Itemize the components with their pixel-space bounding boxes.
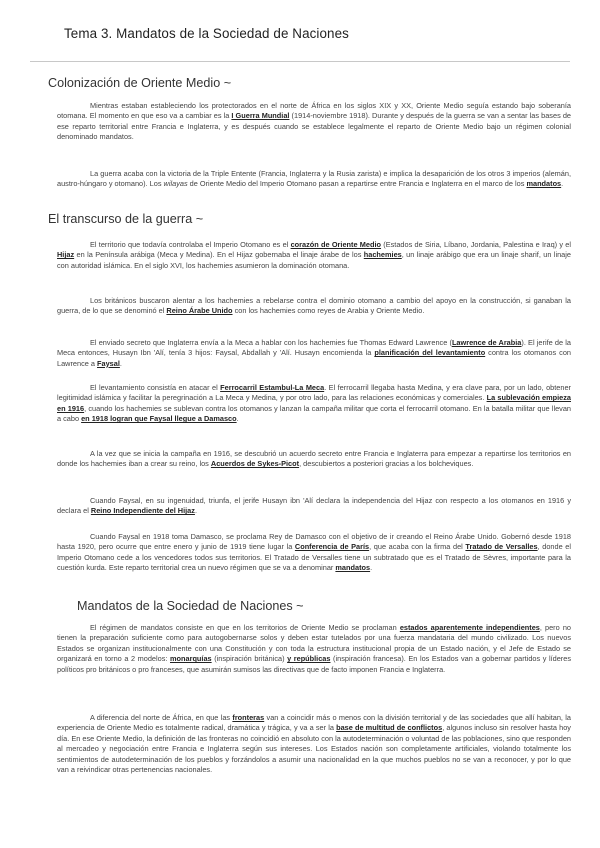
highlighted-term: en 1918 logran que Faysal llegue a Damasco <box>81 414 237 424</box>
italic-term: wilayas <box>163 179 188 189</box>
text-run: . <box>119 358 122 368</box>
highlighted-term: monarquías <box>170 654 212 664</box>
page-title: Tema 3. Mandatos de la Sociedad de Naciones <box>64 26 349 41</box>
paragraph <box>57 101 571 143</box>
text-run: , cuando los hachemies se sublevan contra los otomanos y lanzan la campaña militar que corta el ferrocarril otomano. En la batalla militar que llevan a cabo <box>57 403 572 424</box>
paragraph <box>57 338 571 369</box>
highlighted-term: mandatos <box>335 563 371 573</box>
text-run: A diferencia del norte de África, en que las <box>90 713 233 722</box>
paragraph <box>57 240 571 271</box>
text-run: La guerra acaba con la victoria de la Triple Entente (Francia, Inglaterra y la Rusia zarista) e implica la desaparición de los otros 3 imperios (alemán, austro-húngaro y otomano). Los <box>57 169 571 189</box>
paragraph <box>57 713 571 775</box>
text-run: , descubiertos a posteriori gracias a los bolcheviques. <box>299 459 474 469</box>
highlighted-term: Acuerdos de Sykes-Picot <box>210 459 300 469</box>
text-run: (1914-noviembre 1918). Durante y después de la guerra se van a sentar las bases de ese reparto territorial entre Francia e Inglaterra, y es después cuando se establece legalmente el reparto de Oriente Medio bajo un régimen colonial denominado mandatos. <box>57 111 571 142</box>
text-run: Mientras estaban estableciendo los protectorados en el norte de África en los siglos XIX y XX, Oriente Medio seguía estando bajo soberanía otomana. El momento en que eso va a cambiar es la <box>57 101 571 121</box>
title-divider <box>30 61 570 62</box>
text-run: en la Península arábiga (Meca y Medina). En el Hijaz gobernaba el linaje árabe de los <box>74 250 364 260</box>
text-run: , un linaje arábigo que era un linaje sharif, un linaje con autoridad islámica. En el siglo XVI, los hachemies asumieron la dominación otomana. <box>57 250 571 270</box>
paragraph <box>57 532 571 574</box>
highlighted-term: Ferrocarril Estambul-La Meca <box>220 383 325 392</box>
paragraph <box>57 383 571 425</box>
section-heading-mandatos: Mandatos de la Sociedad de Naciones ~ <box>77 599 304 613</box>
highlighted-term: Lawrence de Arabia <box>451 338 522 347</box>
highlighted-term: Hijaz <box>57 250 75 260</box>
highlighted-term: mandatos <box>526 179 562 189</box>
text-run: El régimen de mandatos consiste en que en los territorios de Oriente Medio se proclaman <box>90 623 400 632</box>
paragraph <box>57 169 571 190</box>
highlighted-term: Conferencia de París <box>294 542 370 552</box>
paragraph <box>57 449 571 470</box>
highlighted-term: base de multitud de conflictos <box>336 723 443 733</box>
highlighted-term: hachemies <box>363 250 402 260</box>
text-run: . <box>561 179 564 189</box>
highlighted-term: y repúblicas <box>287 654 331 664</box>
text-run: El levantamiento consistía en atacar el <box>90 383 221 392</box>
text-run: contra los otomanos con Lawrence a <box>57 348 571 368</box>
text-run: (inspiración británica) <box>211 654 288 664</box>
text-run: El enviado secreto que Inglaterra envía a la Meca a hablar con los hachemies fue Thomas Edward Lawrence ( <box>90 338 452 347</box>
text-run: (Estados de Siria, Líbano, Jordania, Palestina e Iraq) y el <box>381 240 572 249</box>
text-run: , pero no tienen la preparación suficiente como para autogobernarse solos y deben estar tutelados por una fuerza mandataria del mundo civilizado. Los nuevos Estados se organizan institucionalmente con una Constitución y con toda la estructura institucional propia de un Estado nación, y el Jefe de Estado se organizará en torno a 2 modelos: <box>57 623 571 664</box>
text-run: . <box>236 414 239 424</box>
text-run: van a coincidir más o menos con la división territorial y de las sociedades que allí habitan, la experiencia de Oriente Medio es totalmente radical, dramática y trágica, y va a ser la <box>57 713 571 733</box>
text-run: , donde el Imperio Otomano cede a los vencedores todos sus territorios. El Tratado de Versalles tiene un subtratado que es el Tratado de Sèvres, importante para la cuestión kurda. Este reparto territorial crea un nuevo régimen que se va a denominar <box>57 542 572 573</box>
highlighted-term: fronteras <box>232 713 265 722</box>
highlighted-term: Reino Independiente del Hijaz <box>90 506 195 516</box>
paragraph <box>57 496 571 517</box>
text-run: , algunos incluso sin resolver hasta hoy día. En ese Oriente Medio, la definición de las fronteras no coincidió en absoluto con la autodeterminación o voluntad de las poblaciones, sino que responden al mercadeo y negociación entre Francia e Inglaterra según sus intereses. Los Estados nación son completamente artificiales, violando totalmente los sentimientos de autodeterminación de los pueblos y forzándolos a asumir una nacionalidad en la que muchos pueblos no se van a reconocer, y por lo que van a reivindicar otras pertenencias nacionales. <box>57 723 571 775</box>
highlighted-term: Faysal <box>97 358 120 368</box>
highlighted-term: Tratado de Versalles <box>465 542 538 552</box>
section-heading-transcurso: El transcurso de la guerra ~ <box>48 212 204 226</box>
highlighted-term: I Guerra Mundial <box>231 111 290 121</box>
text-run: Cuando Faysal, en su ingenuidad, triunfa, el jerife Husayn ibn 'Alí declara la independencia del Hijaz con respecto a los otomanos en 1916 y declara el <box>57 496 571 516</box>
highlighted-term: corazón de Oriente Medio <box>290 240 382 249</box>
highlighted-term: La sublevación empieza en 1916 <box>57 393 571 413</box>
text-run: . <box>194 506 197 516</box>
highlighted-term: estados aparentemente independientes <box>399 623 540 632</box>
section-heading-colonizacion: Colonización de Oriente Medio ~ <box>48 76 232 90</box>
text-run: El territorio que todavía controlaba el Imperio Otomano es el <box>90 240 291 249</box>
text-run: (inspiración francesa). En los Estados van a gobernar partidos y líderes políticos pro británicos o pro franceses, que asumirán sumisos las directivas que de facto imponen Francia e Inglaterra. <box>57 654 572 674</box>
text-run: , que acaba con la firma del <box>369 542 466 552</box>
highlighted-term: planificación del levantamiento <box>374 348 486 358</box>
text-run: A la vez que se inicia la campaña en 1916, se descubrió un acuerdo secreto entre Francia e Inglaterra para empezar a repartirse los territorios en donde los hachemies iban a crear su reino, los <box>57 449 571 469</box>
text-run: con los hachemies como reyes de Arabia y Oriente Medio. <box>232 306 425 316</box>
text-run: de Oriente Medio del Imperio Otomano pasan a repartirse entre Francia e Inglaterra en el marco de los <box>187 179 527 189</box>
paragraph <box>57 296 571 317</box>
highlighted-term: Reino Árabe Unido <box>166 306 233 316</box>
text-run: . <box>370 563 373 573</box>
text-run: ). El jerife de la Meca entonces, Husayn Ibn 'Alí, tenía 3 hijos: Faysal, Abdallah y 'Alí. Husayn encomienda la <box>57 338 571 358</box>
text-run: . El ferrocarril llegaba hasta Medina, y era clave para, por un lado, obtener legitimidad islámica y facilitar la peregrinación a La Meca y Medina, y por otro lado, para las relaciones económicas y comerciales. <box>57 383 571 403</box>
text-run: Cuando Faysal en 1918 toma Damasco, se proclama Rey de Damasco con el objetivo de ir creando el Reino Árabe Unido. Gobernó desde 1918 hasta 1920, pero ocurre que entre enero y junio de 1919 tiene lugar la <box>57 532 571 552</box>
text-run: Los británicos buscaron alentar a los hachemies a rebelarse contra el dominio otomano a cambio del apoyo en la construcción, si ganaban la guerra, de lo que se denominó el <box>57 296 571 316</box>
paragraph <box>57 623 571 675</box>
